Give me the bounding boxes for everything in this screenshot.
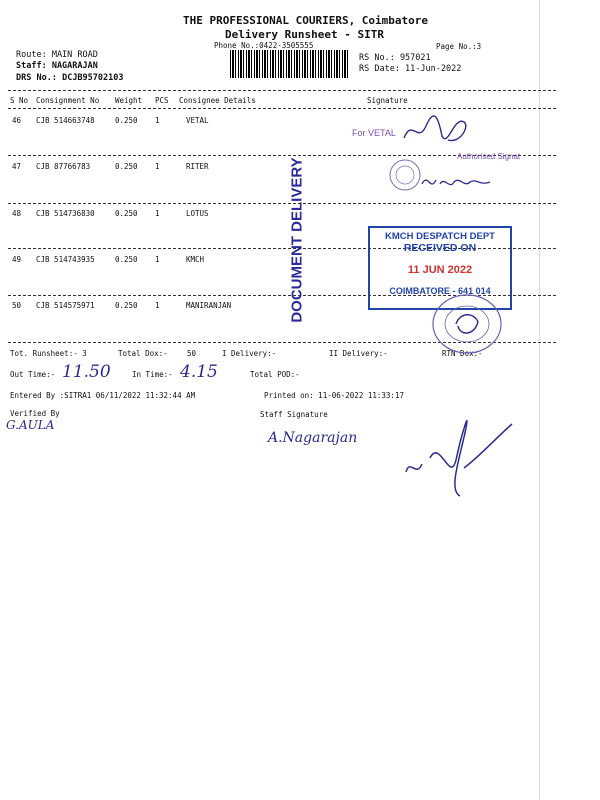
row-pcs: 1	[155, 162, 160, 171]
out-time-value: 11.50	[62, 362, 111, 382]
verified-by-label: Verified By	[10, 409, 60, 418]
signature-vetal	[398, 108, 478, 152]
row-weight: 0.250	[115, 301, 138, 310]
rs-number: RS No.: 957021	[359, 53, 431, 63]
row-pcs: 1	[155, 255, 160, 264]
total-dox-value: 50	[187, 349, 197, 358]
row-consignee: MANIRANJAN	[186, 301, 232, 310]
out-time-label: Out Time:-	[10, 370, 56, 379]
divider	[8, 90, 556, 91]
row-consignee: LOTUS	[186, 209, 209, 218]
printed-on: Printed on: 11-06-2022 11:33:17	[264, 391, 404, 400]
row-sno: 48	[12, 209, 22, 218]
vetal-stamp: For VETAL	[352, 128, 396, 138]
col-sno: S No	[10, 96, 29, 105]
row-weight: 0.250	[115, 116, 138, 125]
riter-stamp: Authorised Signat	[457, 152, 521, 161]
col-weight: Weight	[115, 96, 143, 105]
col-consignee: Consignee Details	[179, 96, 256, 105]
round-seal	[428, 292, 506, 356]
row-consignee: RITER	[186, 162, 209, 171]
riter-round-seal	[388, 158, 422, 192]
row-sno: 49	[12, 255, 22, 264]
document-delivery-stamp	[282, 150, 312, 330]
i-delivery: I Delivery:-	[222, 349, 277, 358]
rs-date: RS Date: 11-Jun-2022	[359, 64, 462, 74]
ii-delivery: II Delivery:-	[329, 349, 388, 358]
document-title: Delivery Runsheet - SITR	[225, 28, 384, 41]
route: Route: MAIN ROAD	[16, 50, 98, 60]
in-time-value: 4.15	[180, 362, 218, 382]
row-consignee: VETAL	[186, 116, 209, 125]
page-edge	[539, 0, 540, 800]
row-consignment: CJB 514663748	[36, 116, 95, 125]
row-consignment: CJB 514575971	[36, 301, 95, 310]
total-pod: Total POD:-	[250, 370, 300, 379]
row-sno: 46	[12, 116, 22, 125]
document-delivery-text: DOCUMENT DELIVERY	[288, 157, 306, 323]
drs-number	[16, 73, 124, 83]
row-weight: 0.250	[115, 209, 138, 218]
row-consignment: CJB 514743935	[36, 255, 95, 264]
kmch-stamp-line1: KMCH DESPATCH DEPT	[385, 231, 495, 242]
row-consignment: CJB 514736830	[36, 209, 95, 218]
row-consignment: CJB 87766783	[36, 162, 91, 171]
row-pcs: 1	[155, 209, 160, 218]
kmch-stamp-line3: COIMBATORE - 641 014	[389, 286, 491, 296]
row-pcs: 1	[155, 116, 160, 125]
kmch-stamp-date: 11 JUN 2022	[407, 264, 473, 276]
staff-signature-label: Staff Signature	[260, 410, 328, 419]
verified-signature: G.AULA	[6, 418, 55, 432]
entered-by: Entered By :SITRA1 06/11/2022 11:32:44 AM	[10, 391, 196, 400]
col-pcs: PCS	[155, 96, 169, 105]
total-runsheet: Tot. Runsheet:- 3	[10, 349, 87, 358]
total-dox-label: Total Dox:-	[118, 349, 168, 358]
in-time-label: In Time:-	[132, 370, 173, 379]
row-consignee: KMCH	[186, 255, 205, 264]
row-weight: 0.250	[115, 162, 138, 171]
col-consignment: Consignment No	[36, 96, 100, 105]
kmch-stamp-line2: RECEIVED ON	[403, 242, 477, 254]
drs-label: DRS No.:	[16, 73, 57, 83]
rtn-dox: RTN Dox:-	[442, 349, 483, 358]
barcode	[230, 50, 350, 78]
page-number: Page No.:3	[436, 42, 482, 51]
drs-value: DCJB95702103	[62, 73, 124, 83]
row-sno: 47	[12, 162, 22, 171]
staff: Staff: NAGARAJAN	[16, 61, 98, 71]
row-pcs: 1	[155, 301, 160, 310]
staff-signature: A.Nagarajan	[268, 430, 358, 446]
signature-riter	[420, 170, 500, 196]
row-sno: 50	[12, 301, 22, 310]
row-weight: 0.250	[115, 255, 138, 264]
phone-number: Phone No.:0422-3505555	[214, 41, 314, 50]
company-title: THE PROFESSIONAL COURIERS, Coimbatore	[183, 14, 429, 27]
col-signature: Signature	[367, 96, 408, 105]
signature-large	[400, 398, 520, 502]
